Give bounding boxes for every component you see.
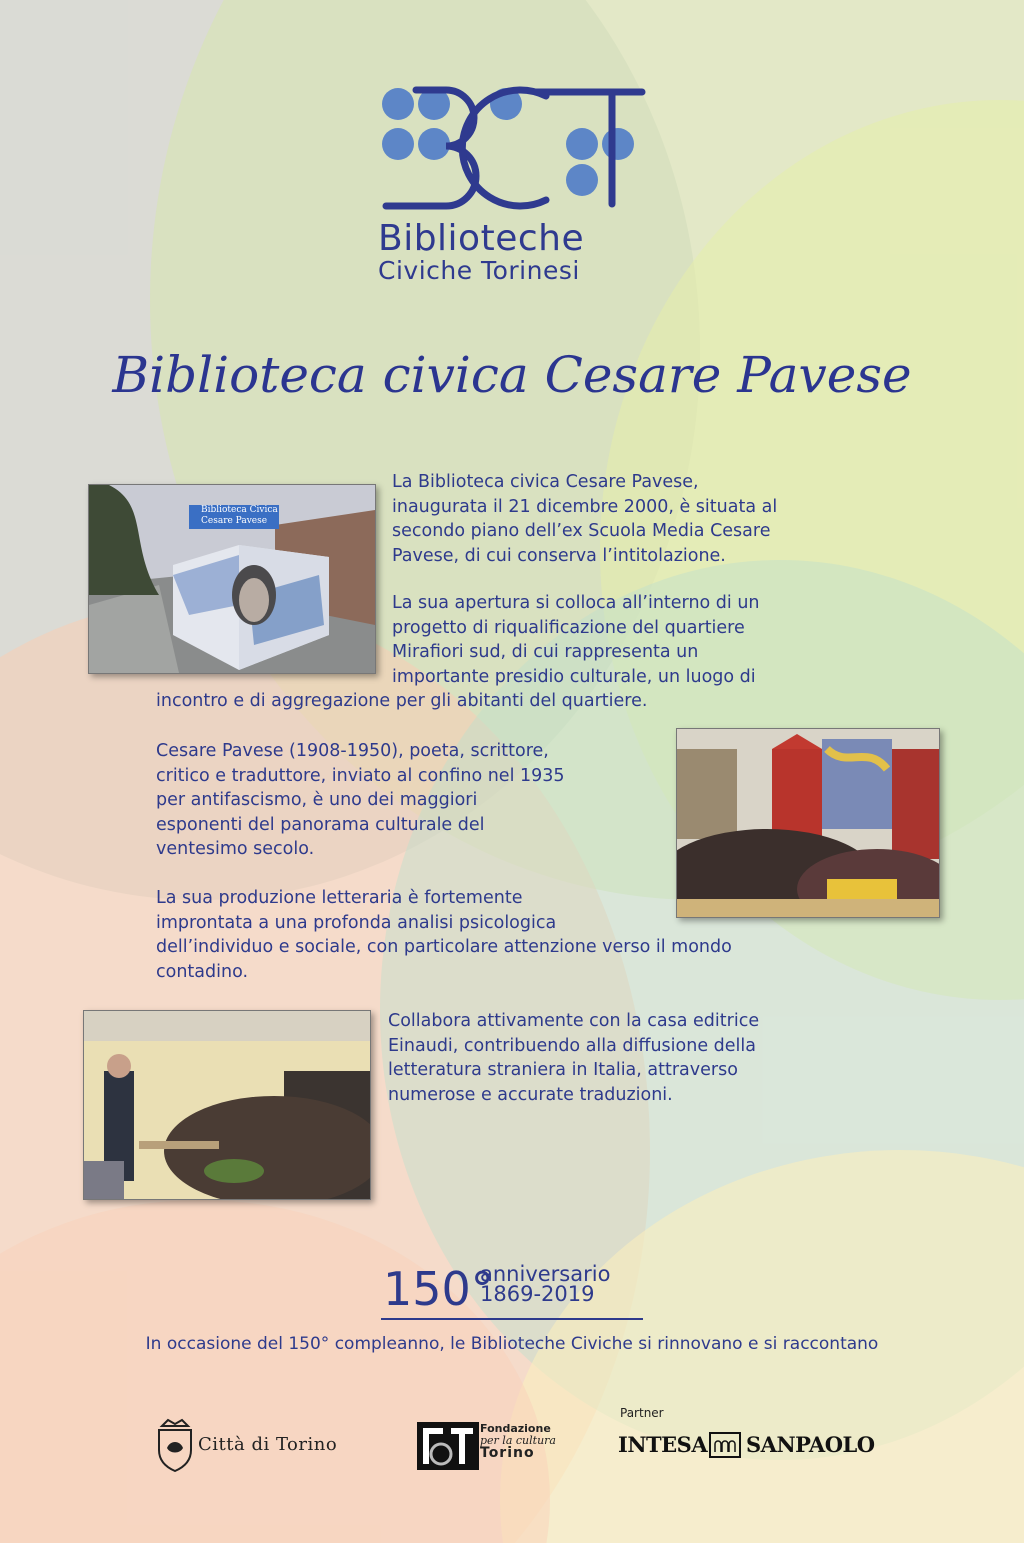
bct-logo-icon — [376, 86, 648, 210]
page-title: Biblioteca civica Cesare Pavese — [112, 346, 912, 404]
paragraph-einaudi: Collabora attivamente con la casa editrice Einaudi, contribuendo alla diffusione della letteratura straniera in Italia, attraverso numerose e accurate traduzioni. — [388, 1011, 760, 1105]
anniversary-divider — [381, 1318, 643, 1320]
anniversary-caption: In occasione del 150° compleanno, le Biblioteche Civiche si rinnovano e si raccontano — [145, 1334, 879, 1354]
paragraph-intro: La Biblioteca civica Cesare Pavese, inaugurata il 21 dicembre 2000, è situata al secondo piano dell’ex Scuola Media Cesare Pavese, di cui conserva l’intitolazione. — [392, 472, 778, 566]
paragraph-opening: La sua apertura si colloca all’interno di un progetto di riqualificazione del quartiere Mirafiori sud, di cui rappresenta un importante presidio culturale, un luogo di — [392, 593, 760, 687]
photo1-sign-text: Biblioteca Civica Cesare Pavese — [201, 505, 278, 526]
intesa-sanpaolo-bridge-icon — [709, 1432, 741, 1458]
intesa-logo: INTESA — [618, 1432, 708, 1457]
paragraph-opening-end: incontro e di aggregazione per gli abitanti del quartiere. — [156, 691, 648, 711]
anniversary-label: anniversario 1869-2019 — [480, 1262, 611, 1306]
partner-label: Partner — [620, 1406, 664, 1420]
fondazione-logo-icon — [417, 1422, 479, 1470]
anniversary-number: 150° — [383, 1262, 494, 1316]
paragraph-pavese-bio: Cesare Pavese (1908-1950), poeta, scrittore, critico e traduttore, inviato al confino nel 1935 per antifascismo, è uno dei maggiori esponenti del panorama culturale del ventesimo secolo. — [156, 741, 565, 860]
photo-library-entrance — [88, 484, 376, 674]
photo-conference — [83, 1010, 371, 1200]
paragraph-production: La sua produzione letteraria è fortemente improntata a una profonda analisi psicologica dell’individuo e sociale, con particolare attenzione verso il mondo contadino. — [156, 888, 732, 982]
logo-line2: Civiche Torinesi — [378, 256, 580, 285]
torino-crest-icon — [156, 1418, 194, 1472]
logo-line1: Biblioteche — [378, 218, 585, 259]
citta-di-torino-logo: Città di Torino — [198, 1434, 338, 1455]
fondazione-text: Fondazione per la cultura Torino — [480, 1422, 556, 1461]
sanpaolo-logo: SANPAOLO — [746, 1432, 875, 1457]
